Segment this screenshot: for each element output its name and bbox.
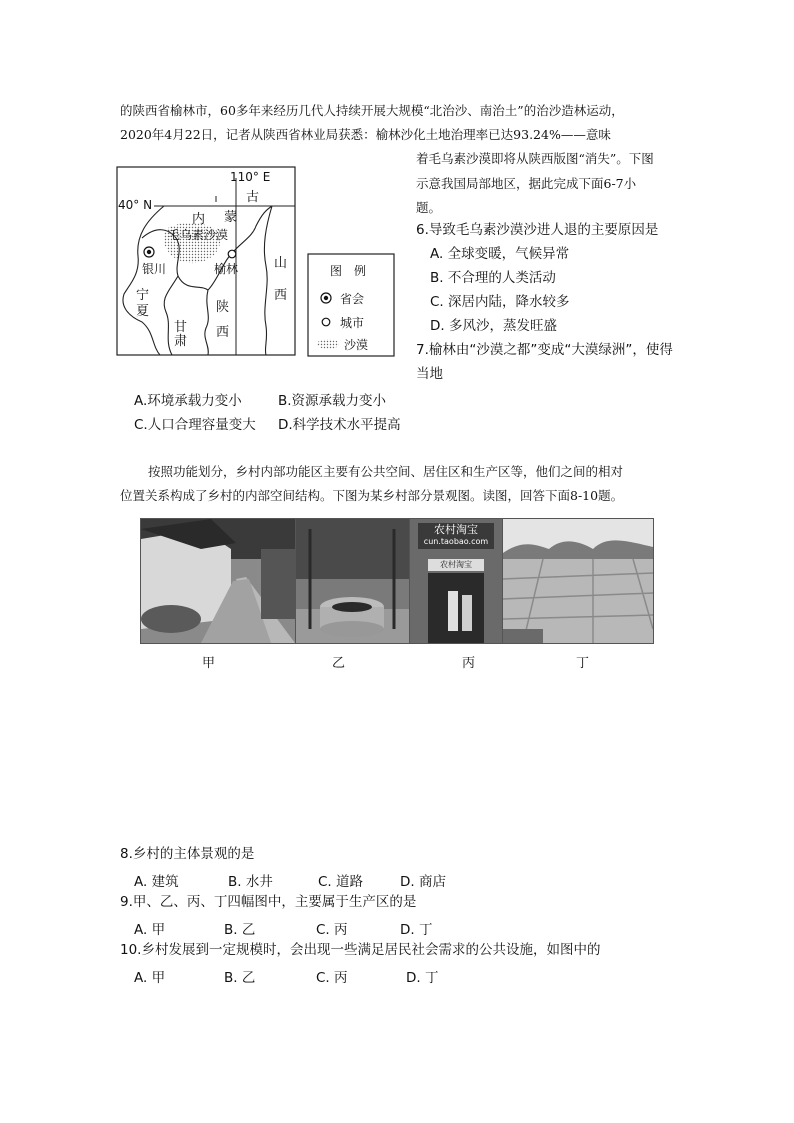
intro-line-1: 的陕西省榆林市，60多年来经历几代人持续开展大规模“北治沙、南治土”的治沙造林运动， <box>120 103 624 118</box>
region-gansu-char-2: 肃 <box>174 334 188 349</box>
photo-jia-graphic <box>141 519 295 643</box>
intro-line-2: 2020年4月22日，记者从陕西省林业局获悉：榆林沙化土地治理率已达93.24%——意味 <box>120 127 611 142</box>
q9-option-a[interactable]: A. 甲 <box>134 922 166 938</box>
legend-capital-dot <box>324 296 328 300</box>
person-figure <box>462 595 472 631</box>
q8-option-b[interactable]: B. 水井 <box>228 874 273 890</box>
legend-city-icon <box>322 318 330 326</box>
longitude-label: 110° E <box>230 170 271 184</box>
yinchuan-capital-dot <box>147 250 151 254</box>
caption-ding: 丁 <box>576 656 590 671</box>
legend-desert-label: 沙漠 <box>344 338 369 352</box>
q7-option-a[interactable]: A.环境承载力变小 <box>134 393 242 409</box>
q10-option-b[interactable]: B. 乙 <box>224 970 256 986</box>
region-map <box>116 166 406 368</box>
latitude-label: 40° N <box>118 198 153 212</box>
region-gansu-char-1: 甘 <box>174 320 188 335</box>
caption-yi: 乙 <box>332 656 346 671</box>
q7-stem-line-1: 7.榆林由“沙漠之都”变成“大漠绿洲”，使得 <box>416 342 673 358</box>
region-shaanxi-char-2: 西 <box>216 325 230 340</box>
q6-option-b[interactable]: B. 不合理的人类活动 <box>430 270 556 286</box>
legend-title: 图 例 <box>330 264 367 278</box>
store-sign-title: 农村淘宝 <box>434 523 478 536</box>
region-shanxi-char-2: 西 <box>274 288 288 303</box>
yinchuan-label: 银川 <box>142 262 167 276</box>
q9-option-b[interactable]: B. 乙 <box>224 922 256 938</box>
q10-option-a[interactable]: A. 甲 <box>134 970 166 986</box>
photo-ding-farmland <box>502 518 654 644</box>
legend-desert-icon <box>317 339 339 349</box>
yulin-city-icon <box>228 250 236 258</box>
store-door-sign: 农村淘宝 <box>428 559 484 571</box>
q8-option-c[interactable]: C. 道路 <box>318 874 364 890</box>
yulin-label: 榆林 <box>214 262 239 276</box>
intro-line-3: 着毛乌素沙漠即将从陕西版图“消失”。下图 <box>416 151 654 166</box>
caption-bing: 丙 <box>462 656 476 671</box>
q7-stem-line-2: 当地 <box>416 366 443 382</box>
q7-option-b[interactable]: B.资源承载力变小 <box>278 393 387 409</box>
region-neimeng-char-3: 古 <box>246 190 260 205</box>
q6-stem: 6.导致毛乌素沙漠沙进人退的主要原因是 <box>416 222 659 238</box>
region-shanxi-char-1: 山 <box>274 256 288 271</box>
store-sign <box>418 523 494 549</box>
photo-ding-graphic <box>503 519 653 643</box>
region-neimeng-char-1: 内 <box>192 212 206 227</box>
q8-stem: 8.乡村的主体景观的是 <box>120 846 255 862</box>
region-ningxia-char-1: 宁 <box>136 288 150 303</box>
q9-option-c[interactable]: C. 丙 <box>316 922 348 938</box>
person-figure <box>448 591 458 631</box>
desert-label: 毛乌素沙漠 <box>168 228 229 242</box>
q10-stem: 10.乡村发展到一定规模时，会出现一些满足居民社会需求的公共设施，如图中的 <box>120 942 601 958</box>
photo-bing-village-store <box>409 518 503 644</box>
q8-option-d[interactable]: D. 商店 <box>400 874 446 890</box>
legend-capital-label: 省会 <box>340 292 365 306</box>
passage2-line-2: 位置关系构成了乡村的内部空间结构。下图为某乡村部分景观图。读图，回答下面8-10题。 <box>120 488 624 503</box>
q9-option-d[interactable]: D. 丁 <box>400 922 433 938</box>
q6-option-c[interactable]: C. 深居内陆，降水较多 <box>430 294 570 310</box>
photo-yi-graphic <box>296 519 409 643</box>
q8-option-a[interactable]: A. 建筑 <box>134 874 179 890</box>
region-shaanxi-char-1: 陕 <box>216 300 230 315</box>
legend-city-label: 城市 <box>340 316 365 330</box>
photo-jia-village-path <box>140 518 296 644</box>
q9-stem: 9.甲、乙、丙、丁四幅图中，主要属于生产区的是 <box>120 894 417 910</box>
intro-line-4: 示意我国局部地区，据此完成下面6-7小 <box>416 176 637 191</box>
q7-option-d[interactable]: D.科学技术水平提高 <box>278 417 401 433</box>
passage2-line-1: 按照功能划分，乡村内部功能区主要有公共空间、居住区和生产区等，他们之间的相对 <box>148 464 624 479</box>
q7-option-c[interactable]: C.人口合理容量变大 <box>134 417 256 433</box>
store-sign-url: cun.taobao.com <box>423 537 489 546</box>
q10-option-d[interactable]: D. 丁 <box>406 970 439 986</box>
region-ningxia-char-2: 夏 <box>136 304 150 319</box>
q6-option-a[interactable]: A. 全球变暖，气候异常 <box>430 246 570 262</box>
intro-line-5: 题。 <box>416 200 442 215</box>
caption-jia: 甲 <box>202 656 216 671</box>
q10-option-c[interactable]: C. 丙 <box>316 970 348 986</box>
region-neimeng-char-2: 蒙 <box>224 210 238 225</box>
q6-option-d[interactable]: D. 多风沙，蒸发旺盛 <box>430 318 557 334</box>
photo-yi-water-well <box>295 518 410 644</box>
